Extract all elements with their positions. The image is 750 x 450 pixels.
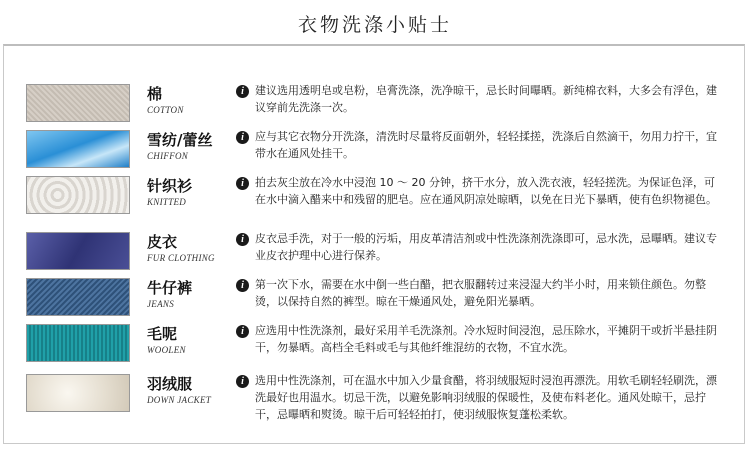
tip-name-cn: 皮衣 (147, 233, 178, 251)
woolen-swatch (26, 324, 130, 362)
tip-row-fur (4, 230, 744, 274)
info-icon: i (236, 233, 249, 246)
tip-name-en: COTTON (147, 105, 184, 115)
tip-name-cn: 牛仔裤 (147, 279, 193, 297)
jeans-swatch (26, 278, 130, 316)
tip-name-cn: 毛呢 (147, 325, 178, 343)
knitted-swatch (26, 176, 130, 214)
page-title: 衣物洗涤小贴士 (297, 14, 452, 36)
tip-name-cn: 雪纺/蕾丝 (147, 131, 213, 149)
tip-row-down-jacket (4, 372, 744, 421)
tip-row-chiffon (4, 128, 744, 172)
tips-panel (3, 44, 745, 444)
tip-name-en: DOWN JACKET (147, 395, 212, 405)
info-icon: i (236, 131, 249, 144)
info-icon: i (236, 85, 249, 98)
down-jacket-swatch (26, 374, 130, 412)
tip-row-cotton (4, 82, 744, 126)
tip-row-knitted (4, 174, 744, 218)
tip-description: 第一次下水，需要在水中倒一些白醋，把衣服翻转过来浸湿大约半小时，用来锁住颜色。勿整烫，以保持自然的裤型。晾在干燥通风处，避免阳光暴晒。 (255, 278, 706, 308)
tip-description: 皮衣忌手洗，对于一般的污垢，用皮革清洁剂或中性洗涤剂洗涤即可，忌水洗，忌曝晒。建议专业皮衣护理中心进行保养。 (255, 232, 717, 262)
tip-row-jeans (4, 276, 744, 320)
cotton-swatch (26, 84, 130, 122)
tip-name-en: JEANS (147, 299, 174, 309)
tip-name-en: KNITTED (147, 197, 187, 207)
tip-description: 应选用中性洗涤剂，最好采用羊毛洗涤剂。冷水短时间浸泡，忌压除水，平摊阴干或折半悬挂阴干，勿暴晒。高档全毛料或毛与其他纤维混纺的衣物，不宜水洗。 (255, 324, 717, 354)
tip-name-en: CHIFFON (147, 151, 189, 161)
chiffon-swatch (26, 130, 130, 168)
info-icon: i (236, 325, 249, 338)
tip-row-woolen (4, 322, 744, 366)
info-icon: i (236, 279, 249, 292)
tip-name-cn: 棉 (147, 85, 163, 103)
info-icon: i (236, 375, 249, 388)
tip-description: 应与其它衣物分开洗涤，清洗时尽量将反面朝外，轻轻揉搓，洗涤后自然滴干，勿用力拧干，宜带水在通风处挂干。 (255, 130, 717, 160)
tip-name-cn: 针织衫 (147, 177, 193, 195)
fur-swatch (26, 232, 130, 270)
tip-description: 拍去灰尘放在冷水中浸泡 10 ～ 20 分钟，挤干水分，放入洗衣液，轻轻搓洗。为保证色泽，可在水中滴入醋来中和残留的肥皂。应在通风阴凉处晾晒，以免在日光下暴晒，使有色织物褪色。 (255, 176, 717, 206)
tip-name-cn: 羽绒服 (147, 375, 193, 393)
tip-description: 建议选用透明皂或皂粉，皂膏洗涤，洗净晾干，忌长时间曝晒。新纯棉衣料，大多会有浮色，建议穿前先洗涤一次。 (255, 84, 717, 114)
info-icon: i (236, 177, 249, 190)
tip-description: 选用中性洗涤剂，可在温水中加入少量食醋，将羽绒服短时浸泡再漂洗。用软毛刷轻轻刷洗，漂洗最好也用温水。切忌干洗，以避免影响羽绒服的保暖性，及使布料老化。通风处晾干，忌拧干，忌曝晒和熨烫。晾干后可轻轻拍打，使羽绒服恢复蓬松柔软。 (255, 374, 717, 421)
tip-name-en: WOOLEN (147, 345, 186, 355)
tip-name-en: FUR CLOTHING (147, 253, 215, 263)
